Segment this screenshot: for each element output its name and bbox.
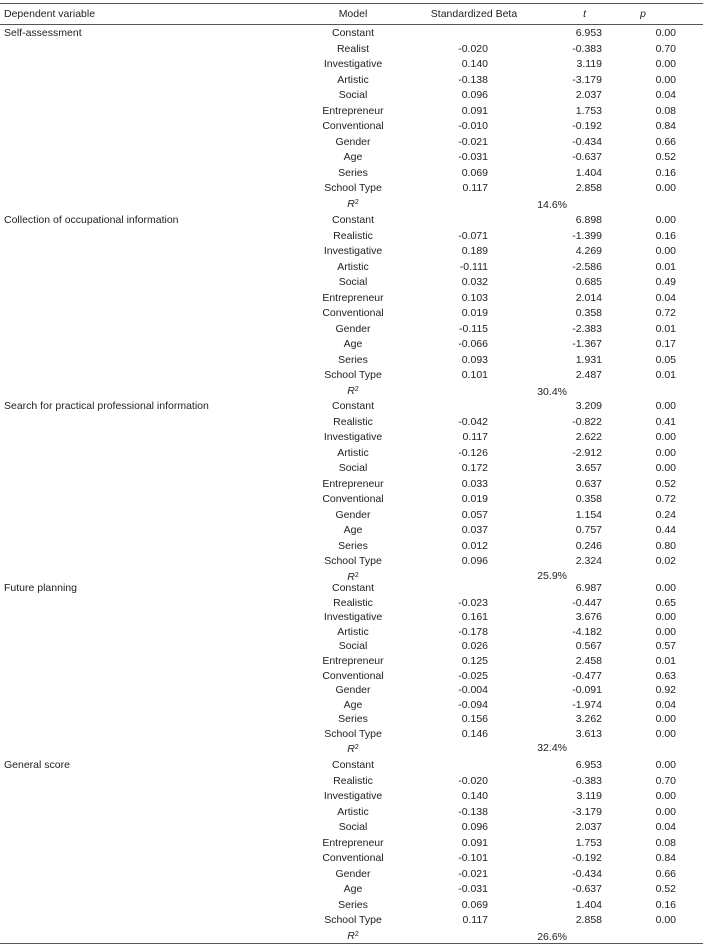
model-predictor-cell: Social <box>338 276 368 288</box>
p-value-cell: 0.01 <box>655 261 676 273</box>
t-value-cell: -1.399 <box>572 230 602 242</box>
beta-cell: -0.101 <box>458 852 488 864</box>
t-value-cell: 0.637 <box>575 478 602 490</box>
model-predictor-cell: Series <box>338 713 368 725</box>
model-predictor-cell: School Type <box>324 182 382 194</box>
t-value-cell: 1.753 <box>575 105 602 117</box>
p-value-cell: 0.00 <box>655 713 676 725</box>
t-value-cell: -3.179 <box>572 74 602 86</box>
model-predictor-cell: Gender <box>335 323 371 335</box>
beta-cell: -0.138 <box>458 74 488 86</box>
beta-cell: 0.103 <box>461 292 488 304</box>
header-model: Model <box>338 8 368 20</box>
model-predictor-cell: Realistic <box>333 416 373 428</box>
model-predictor-cell: Conventional <box>322 307 384 319</box>
beta-cell: -0.066 <box>458 338 488 350</box>
model-predictor-cell: Conventional <box>322 670 384 682</box>
t-value-cell: 2.458 <box>575 655 602 667</box>
beta-cell: 0.146 <box>461 728 488 740</box>
r-squared-letter: R <box>347 198 355 210</box>
t-value-cell: 6.987 <box>575 582 602 594</box>
beta-cell: -0.031 <box>458 883 488 895</box>
beta-cell: -0.010 <box>458 120 488 132</box>
p-value-cell: 0.00 <box>655 431 676 443</box>
t-value-cell: -2.912 <box>572 447 602 459</box>
t-value-cell: 2.487 <box>575 369 602 381</box>
p-value-cell: 0.41 <box>655 416 676 428</box>
t-value-cell: 0.246 <box>575 540 602 552</box>
dependent-variable-label: Future planning <box>4 582 77 594</box>
r-squared-value: 14.6% <box>537 199 567 211</box>
p-value-cell: 0.05 <box>655 354 676 366</box>
p-value-cell: 0.84 <box>655 852 676 864</box>
p-value-cell: 0.72 <box>655 493 676 505</box>
model-predictor-cell: Investigative <box>323 611 383 623</box>
model-predictor-cell: Social <box>338 89 368 101</box>
r-squared-label <box>300 741 406 756</box>
beta-cell: 0.019 <box>461 493 488 505</box>
t-value-cell: 0.685 <box>575 276 602 288</box>
p-value-cell: 0.57 <box>655 640 676 652</box>
beta-cell: 0.096 <box>461 555 488 567</box>
t-value-cell: 3.119 <box>576 790 602 802</box>
p-value-cell: 0.02 <box>655 555 676 567</box>
r-squared-value: 25.9% <box>537 570 567 582</box>
model-predictor-cell: Social <box>338 462 368 474</box>
t-value-cell: -0.192 <box>572 852 602 864</box>
p-value-cell: 0.00 <box>655 728 676 740</box>
r-squared-superscript: 2 <box>354 744 359 751</box>
p-value-cell: 0.52 <box>655 883 676 895</box>
p-value-cell: 0.00 <box>655 759 676 771</box>
model-predictor-cell: Social <box>338 640 368 652</box>
beta-cell: 0.019 <box>461 307 488 319</box>
model-predictor-cell: Artistic <box>337 261 369 273</box>
t-value-cell: -0.434 <box>572 136 602 148</box>
beta-cell: -0.021 <box>458 136 488 148</box>
p-value-cell: 0.16 <box>655 167 676 179</box>
model-predictor-cell: Gender <box>335 684 371 696</box>
p-value-cell: 0.70 <box>655 775 676 787</box>
p-value-cell: 0.00 <box>655 74 676 86</box>
header-t: t <box>583 8 586 20</box>
header-dependent-variable: Dependent variable <box>4 8 96 20</box>
r-squared-superscript: 2 <box>354 386 359 393</box>
beta-cell: 0.037 <box>461 524 488 536</box>
beta-cell: -0.025 <box>458 670 488 682</box>
header-rule <box>0 24 703 25</box>
beta-cell: 0.101 <box>461 369 488 381</box>
beta-cell: 0.161 <box>461 611 488 623</box>
beta-cell: 0.069 <box>461 899 488 911</box>
t-value-cell: 2.324 <box>575 555 602 567</box>
t-value-cell: -2.586 <box>572 261 602 273</box>
beta-cell: 0.091 <box>461 105 488 117</box>
model-predictor-cell: Artistic <box>337 806 369 818</box>
r-squared-label <box>300 928 406 943</box>
t-value-cell: -0.477 <box>572 670 602 682</box>
beta-cell: -0.021 <box>458 868 488 880</box>
beta-cell: 0.012 <box>461 540 488 552</box>
p-value-cell: 0.52 <box>655 478 676 490</box>
model-predictor-cell: Constant <box>331 400 375 412</box>
t-value-cell: -1.974 <box>572 699 602 711</box>
model-predictor-cell: Constant <box>331 27 375 39</box>
r-squared-letter: R <box>347 571 355 583</box>
model-predictor-cell: Series <box>338 899 368 911</box>
beta-cell: -0.004 <box>458 684 488 696</box>
beta-cell: 0.117 <box>462 914 488 926</box>
beta-cell: -0.020 <box>458 775 488 787</box>
beta-cell: 0.172 <box>461 462 488 474</box>
p-value-cell: 0.70 <box>655 43 676 55</box>
t-value-cell: 3.676 <box>575 611 602 623</box>
p-value-cell: 0.00 <box>655 245 676 257</box>
beta-cell: -0.138 <box>458 806 488 818</box>
model-predictor-cell: Realist <box>336 43 370 55</box>
model-predictor-cell: Investigative <box>323 58 383 70</box>
beta-cell: 0.032 <box>461 276 488 288</box>
p-value-cell: 0.66 <box>655 136 676 148</box>
beta-cell: 0.096 <box>461 89 488 101</box>
model-predictor-cell: Conventional <box>322 852 384 864</box>
t-value-cell: 0.358 <box>575 307 602 319</box>
t-value-cell: -3.179 <box>572 806 602 818</box>
p-value-cell: 0.16 <box>655 230 676 242</box>
model-predictor-cell: Conventional <box>322 120 384 132</box>
beta-cell: 0.033 <box>461 478 488 490</box>
model-predictor-cell: Series <box>338 540 368 552</box>
p-value-cell: 0.84 <box>655 120 676 132</box>
r-squared-label <box>300 383 406 398</box>
p-value-cell: 0.24 <box>655 509 676 521</box>
t-value-cell: 2.858 <box>575 182 602 194</box>
p-value-cell: 0.17 <box>655 338 676 350</box>
beta-cell: 0.096 <box>461 821 488 833</box>
beta-cell: 0.069 <box>461 167 488 179</box>
p-value-cell: 0.44 <box>655 524 676 536</box>
p-value-cell: 0.00 <box>655 447 676 459</box>
table-bottom-rule <box>0 943 703 944</box>
t-value-cell: 0.757 <box>575 524 602 536</box>
t-value-cell: 3.209 <box>575 400 602 412</box>
model-predictor-cell: Realistic <box>333 597 373 609</box>
p-value-cell: 0.49 <box>655 276 676 288</box>
model-predictor-cell: Series <box>338 167 368 179</box>
beta-cell: -0.115 <box>459 323 488 335</box>
model-predictor-cell: Gender <box>335 868 371 880</box>
t-value-cell: 6.953 <box>575 759 602 771</box>
model-predictor-cell: Entrepreneur <box>322 655 384 667</box>
t-value-cell: 6.953 <box>575 27 602 39</box>
beta-cell: -0.071 <box>458 230 488 242</box>
model-predictor-cell: Age <box>343 699 363 711</box>
model-predictor-cell: Realistic <box>333 230 373 242</box>
beta-cell: 0.057 <box>461 509 488 521</box>
p-value-cell: 0.01 <box>655 655 676 667</box>
model-predictor-cell: Investigative <box>323 790 383 802</box>
dependent-variable-label: Self-assessment <box>4 27 82 39</box>
r-squared-value: 32.4% <box>537 742 567 754</box>
beta-cell: 0.117 <box>462 182 488 194</box>
p-value-cell: 0.00 <box>655 182 676 194</box>
model-predictor-cell: School Type <box>324 369 382 381</box>
model-predictor-cell: Artistic <box>337 74 369 86</box>
beta-cell: -0.020 <box>458 43 488 55</box>
p-value-cell: 0.72 <box>655 307 676 319</box>
t-value-cell: 3.657 <box>575 462 602 474</box>
dependent-variable-label: General score <box>4 759 70 771</box>
model-predictor-cell: Investigative <box>323 431 383 443</box>
p-value-cell: 0.04 <box>655 821 676 833</box>
p-value-cell: 0.52 <box>655 151 676 163</box>
beta-cell: -0.178 <box>458 626 488 638</box>
model-predictor-cell: Entrepreneur <box>322 837 384 849</box>
t-value-cell: -2.383 <box>572 323 602 335</box>
beta-cell: -0.094 <box>458 699 488 711</box>
t-value-cell: 0.567 <box>575 640 602 652</box>
model-predictor-cell: Constant <box>331 759 375 771</box>
t-value-cell: 2.014 <box>575 292 602 304</box>
t-value-cell: 1.931 <box>575 354 602 366</box>
beta-cell: 0.189 <box>461 245 488 257</box>
p-value-cell: 0.08 <box>655 837 676 849</box>
beta-cell: -0.126 <box>458 447 488 459</box>
model-predictor-cell: Entrepreneur <box>322 292 384 304</box>
p-value-cell: 0.63 <box>655 670 676 682</box>
p-value-cell: 0.08 <box>655 105 676 117</box>
dependent-variable-label: Collection of occupational information <box>4 214 179 226</box>
model-predictor-cell: Age <box>343 883 363 895</box>
p-value-cell: 0.00 <box>655 462 676 474</box>
r-squared-value: 30.4% <box>537 386 567 398</box>
t-value-cell: 1.753 <box>575 837 602 849</box>
beta-cell: 0.093 <box>461 354 488 366</box>
model-predictor-cell: Age <box>343 338 363 350</box>
p-value-cell: 0.00 <box>655 626 676 638</box>
model-predictor-cell: Artistic <box>337 626 369 638</box>
t-value-cell: 2.037 <box>575 821 602 833</box>
r-squared-letter: R <box>347 930 355 942</box>
dependent-variable-label: Search for practical professional information <box>4 400 209 412</box>
model-predictor-cell: Gender <box>335 509 371 521</box>
t-value-cell: -0.434 <box>572 868 602 880</box>
header-p: p <box>640 8 646 20</box>
p-value-cell: 0.01 <box>655 369 676 381</box>
model-predictor-cell: Realistic <box>333 775 373 787</box>
t-value-cell: -0.637 <box>572 883 602 895</box>
r-squared-superscript: 2 <box>354 931 359 938</box>
p-value-cell: 0.00 <box>655 58 676 70</box>
p-value-cell: 0.00 <box>655 582 676 594</box>
p-value-cell: 0.00 <box>655 611 676 623</box>
model-predictor-cell: School Type <box>324 914 382 926</box>
t-value-cell: 3.119 <box>576 58 602 70</box>
beta-cell: -0.111 <box>459 261 488 273</box>
beta-cell: 0.091 <box>461 837 488 849</box>
header-standardized-beta: Standardized Beta <box>430 8 518 20</box>
p-value-cell: 0.00 <box>655 806 676 818</box>
beta-cell: 0.140 <box>461 790 488 802</box>
t-value-cell: -0.192 <box>572 120 602 132</box>
t-value-cell: 1.404 <box>575 167 602 179</box>
p-value-cell: 0.00 <box>655 214 676 226</box>
model-predictor-cell: Entrepreneur <box>322 478 384 490</box>
t-value-cell: -0.383 <box>572 43 602 55</box>
table-top-rule <box>0 3 703 4</box>
beta-cell: 0.125 <box>461 655 488 667</box>
model-predictor-cell: Constant <box>331 214 375 226</box>
model-predictor-cell: School Type <box>324 728 382 740</box>
p-value-cell: 0.04 <box>655 699 676 711</box>
model-predictor-cell: Entrepreneur <box>322 105 384 117</box>
t-value-cell: -0.822 <box>572 416 602 428</box>
t-value-cell: 2.037 <box>575 89 602 101</box>
beta-cell: -0.031 <box>458 151 488 163</box>
r-squared-superscript: 2 <box>354 572 359 579</box>
t-value-cell: 1.404 <box>575 899 602 911</box>
model-predictor-cell: Series <box>338 354 368 366</box>
r-squared-letter: R <box>347 743 355 755</box>
p-value-cell: 0.92 <box>655 684 676 696</box>
p-value-cell: 0.80 <box>655 540 676 552</box>
beta-cell: -0.023 <box>458 597 488 609</box>
model-predictor-cell: Social <box>338 821 368 833</box>
p-value-cell: 0.00 <box>655 790 676 802</box>
p-value-cell: 0.00 <box>655 27 676 39</box>
beta-cell: 0.026 <box>461 640 488 652</box>
t-value-cell: -4.182 <box>572 626 602 638</box>
beta-cell: 0.140 <box>461 58 488 70</box>
t-value-cell: 6.898 <box>575 214 602 226</box>
t-value-cell: 2.622 <box>575 431 602 443</box>
t-value-cell: -0.091 <box>572 684 602 696</box>
t-value-cell: -0.637 <box>572 151 602 163</box>
t-value-cell: 4.269 <box>575 245 602 257</box>
p-value-cell: 0.00 <box>655 400 676 412</box>
p-value-cell: 0.65 <box>655 597 676 609</box>
t-value-cell: 2.858 <box>575 914 602 926</box>
r-squared-label <box>300 196 406 211</box>
model-predictor-cell: Age <box>343 524 363 536</box>
model-predictor-cell: Age <box>343 151 363 163</box>
p-value-cell: 0.16 <box>655 899 676 911</box>
model-predictor-cell: Conventional <box>322 493 384 505</box>
t-value-cell: 0.358 <box>575 493 602 505</box>
p-value-cell: 0.04 <box>655 292 676 304</box>
model-predictor-cell: Artistic <box>337 447 369 459</box>
model-predictor-cell: Investigative <box>323 245 383 257</box>
p-value-cell: 0.01 <box>655 323 676 335</box>
t-value-cell: -1.367 <box>572 338 602 350</box>
t-value-cell: 3.613 <box>575 728 602 740</box>
model-predictor-cell: School Type <box>324 555 382 567</box>
t-value-cell: -0.383 <box>572 775 602 787</box>
t-value-cell: 1.154 <box>575 509 602 521</box>
p-value-cell: 0.04 <box>655 89 676 101</box>
p-value-cell: 0.00 <box>655 914 676 926</box>
model-predictor-cell: Gender <box>335 136 371 148</box>
p-value-cell: 0.66 <box>655 868 676 880</box>
r-squared-value: 26.6% <box>537 931 567 943</box>
model-predictor-cell: Constant <box>331 582 375 594</box>
r-squared-superscript: 2 <box>354 199 359 206</box>
beta-cell: 0.156 <box>461 713 488 725</box>
r-squared-letter: R <box>347 385 355 397</box>
t-value-cell: 3.262 <box>575 713 602 725</box>
beta-cell: 0.117 <box>462 431 488 443</box>
t-value-cell: -0.447 <box>572 597 602 609</box>
beta-cell: -0.042 <box>458 416 488 428</box>
